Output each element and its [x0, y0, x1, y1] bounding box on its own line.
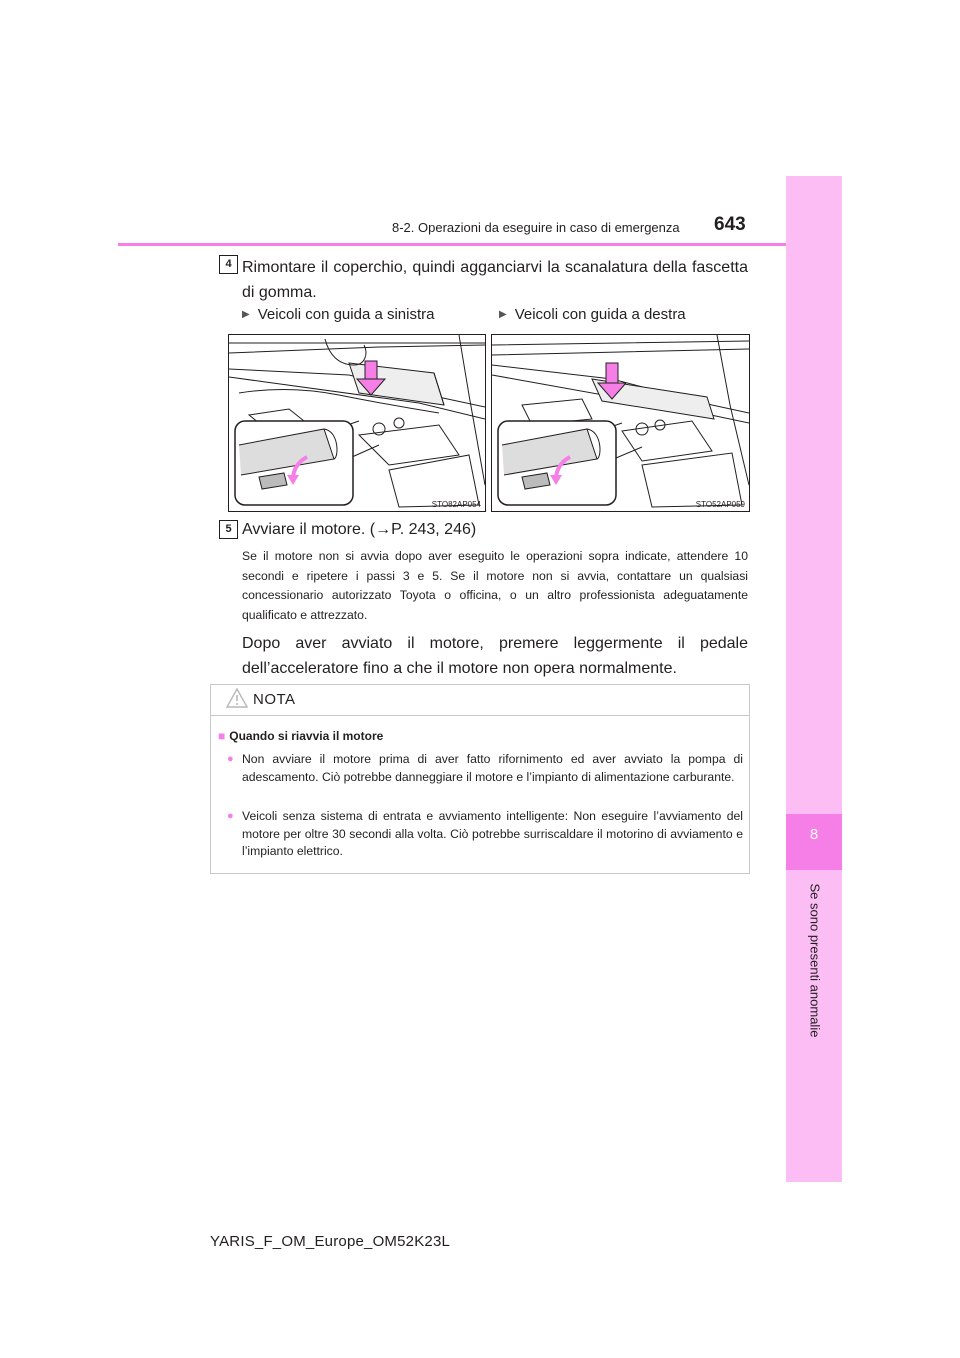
- figure-right-code: STO52AP059: [695, 500, 745, 509]
- step-5-text: Avviare il motore. (→P. 243, 246): [242, 521, 477, 538]
- variant-right-label: Veicoli con guida a destra: [514, 306, 686, 323]
- figure-left-code: STO82AP054: [431, 500, 481, 509]
- step-4-text: Rimontare il coperchio, quindi agganciarvi la scanalatura della fascetta di gomma.: [242, 259, 748, 301]
- step-5-note: Se il motore non si avvia dopo aver eseguito le operazioni sopra indicate, attendere 10 secondi e ripetere i passi 3 e 5. Se il motore non si avvia, contattare un qualsiasi concessionario autorizzato Toyota o officina, o un altro professionista adeguatamente qualificato e attrezzato.: [242, 549, 748, 622]
- nota-title: NOTA: [253, 691, 296, 708]
- variant-left-label: Veicoli con guida a sinistra: [257, 306, 435, 323]
- section-title: 8-2. Operazioni da eseguire in caso di emergenza: [392, 220, 680, 235]
- circle-bullet-icon: ●: [227, 810, 234, 822]
- circle-bullet-icon: ●: [227, 753, 234, 765]
- engine-bay-illustration: [492, 335, 749, 511]
- square-bullet-icon: ■: [218, 729, 226, 743]
- chapter-label: Se sono presenti anomalie: [807, 883, 823, 1038]
- nota-item-text: Non avviare il motore prima di aver fatto rifornimento ed aver avviato la pompa di adescamento. Ciò potrebbe danneggiare il motore e l’impianto di alimentazione carburante.: [242, 752, 743, 784]
- figure-right-hand-drive: [491, 334, 750, 512]
- nota-item: [227, 808, 743, 861]
- nota-heading: [218, 729, 383, 743]
- step-5-badge: 5: [219, 520, 238, 539]
- engine-bay-illustration: [229, 335, 485, 511]
- page-number: 643: [714, 214, 746, 235]
- triangle-bullet-icon: ▶: [242, 309, 250, 320]
- chapter-number: 8: [809, 826, 819, 843]
- nota-item-text: Veicoli senza sistema di entrata e avviamento intelligente: Non eseguire l’avviamento del motore per oltre 30 secondi alla volta. Ciò potrebbe surriscaldare il motorino di avviamento e l’impianto elettrico.: [242, 809, 743, 858]
- footer-document-code: YARIS_F_OM_Europe_OM52K23L: [210, 1233, 451, 1250]
- variant-left-hand-drive: [242, 306, 434, 323]
- triangle-bullet-icon: ▶: [499, 309, 507, 320]
- step-4-badge: 4: [219, 255, 238, 274]
- warning-triangle-icon: [226, 688, 248, 708]
- nota-header-divider: [210, 715, 750, 716]
- nota-heading-text: Quando si riavvia il motore: [229, 729, 384, 743]
- nota-item: [227, 751, 743, 786]
- variant-right-hand-drive: [499, 306, 686, 323]
- figure-left-hand-drive: [228, 334, 486, 512]
- header-rule: [118, 243, 786, 246]
- after-start-instruction: Dopo aver avviato il motore, premere leggermente il pedale dell’acceleratore fino a che il motore non opera normalmente.: [242, 635, 748, 677]
